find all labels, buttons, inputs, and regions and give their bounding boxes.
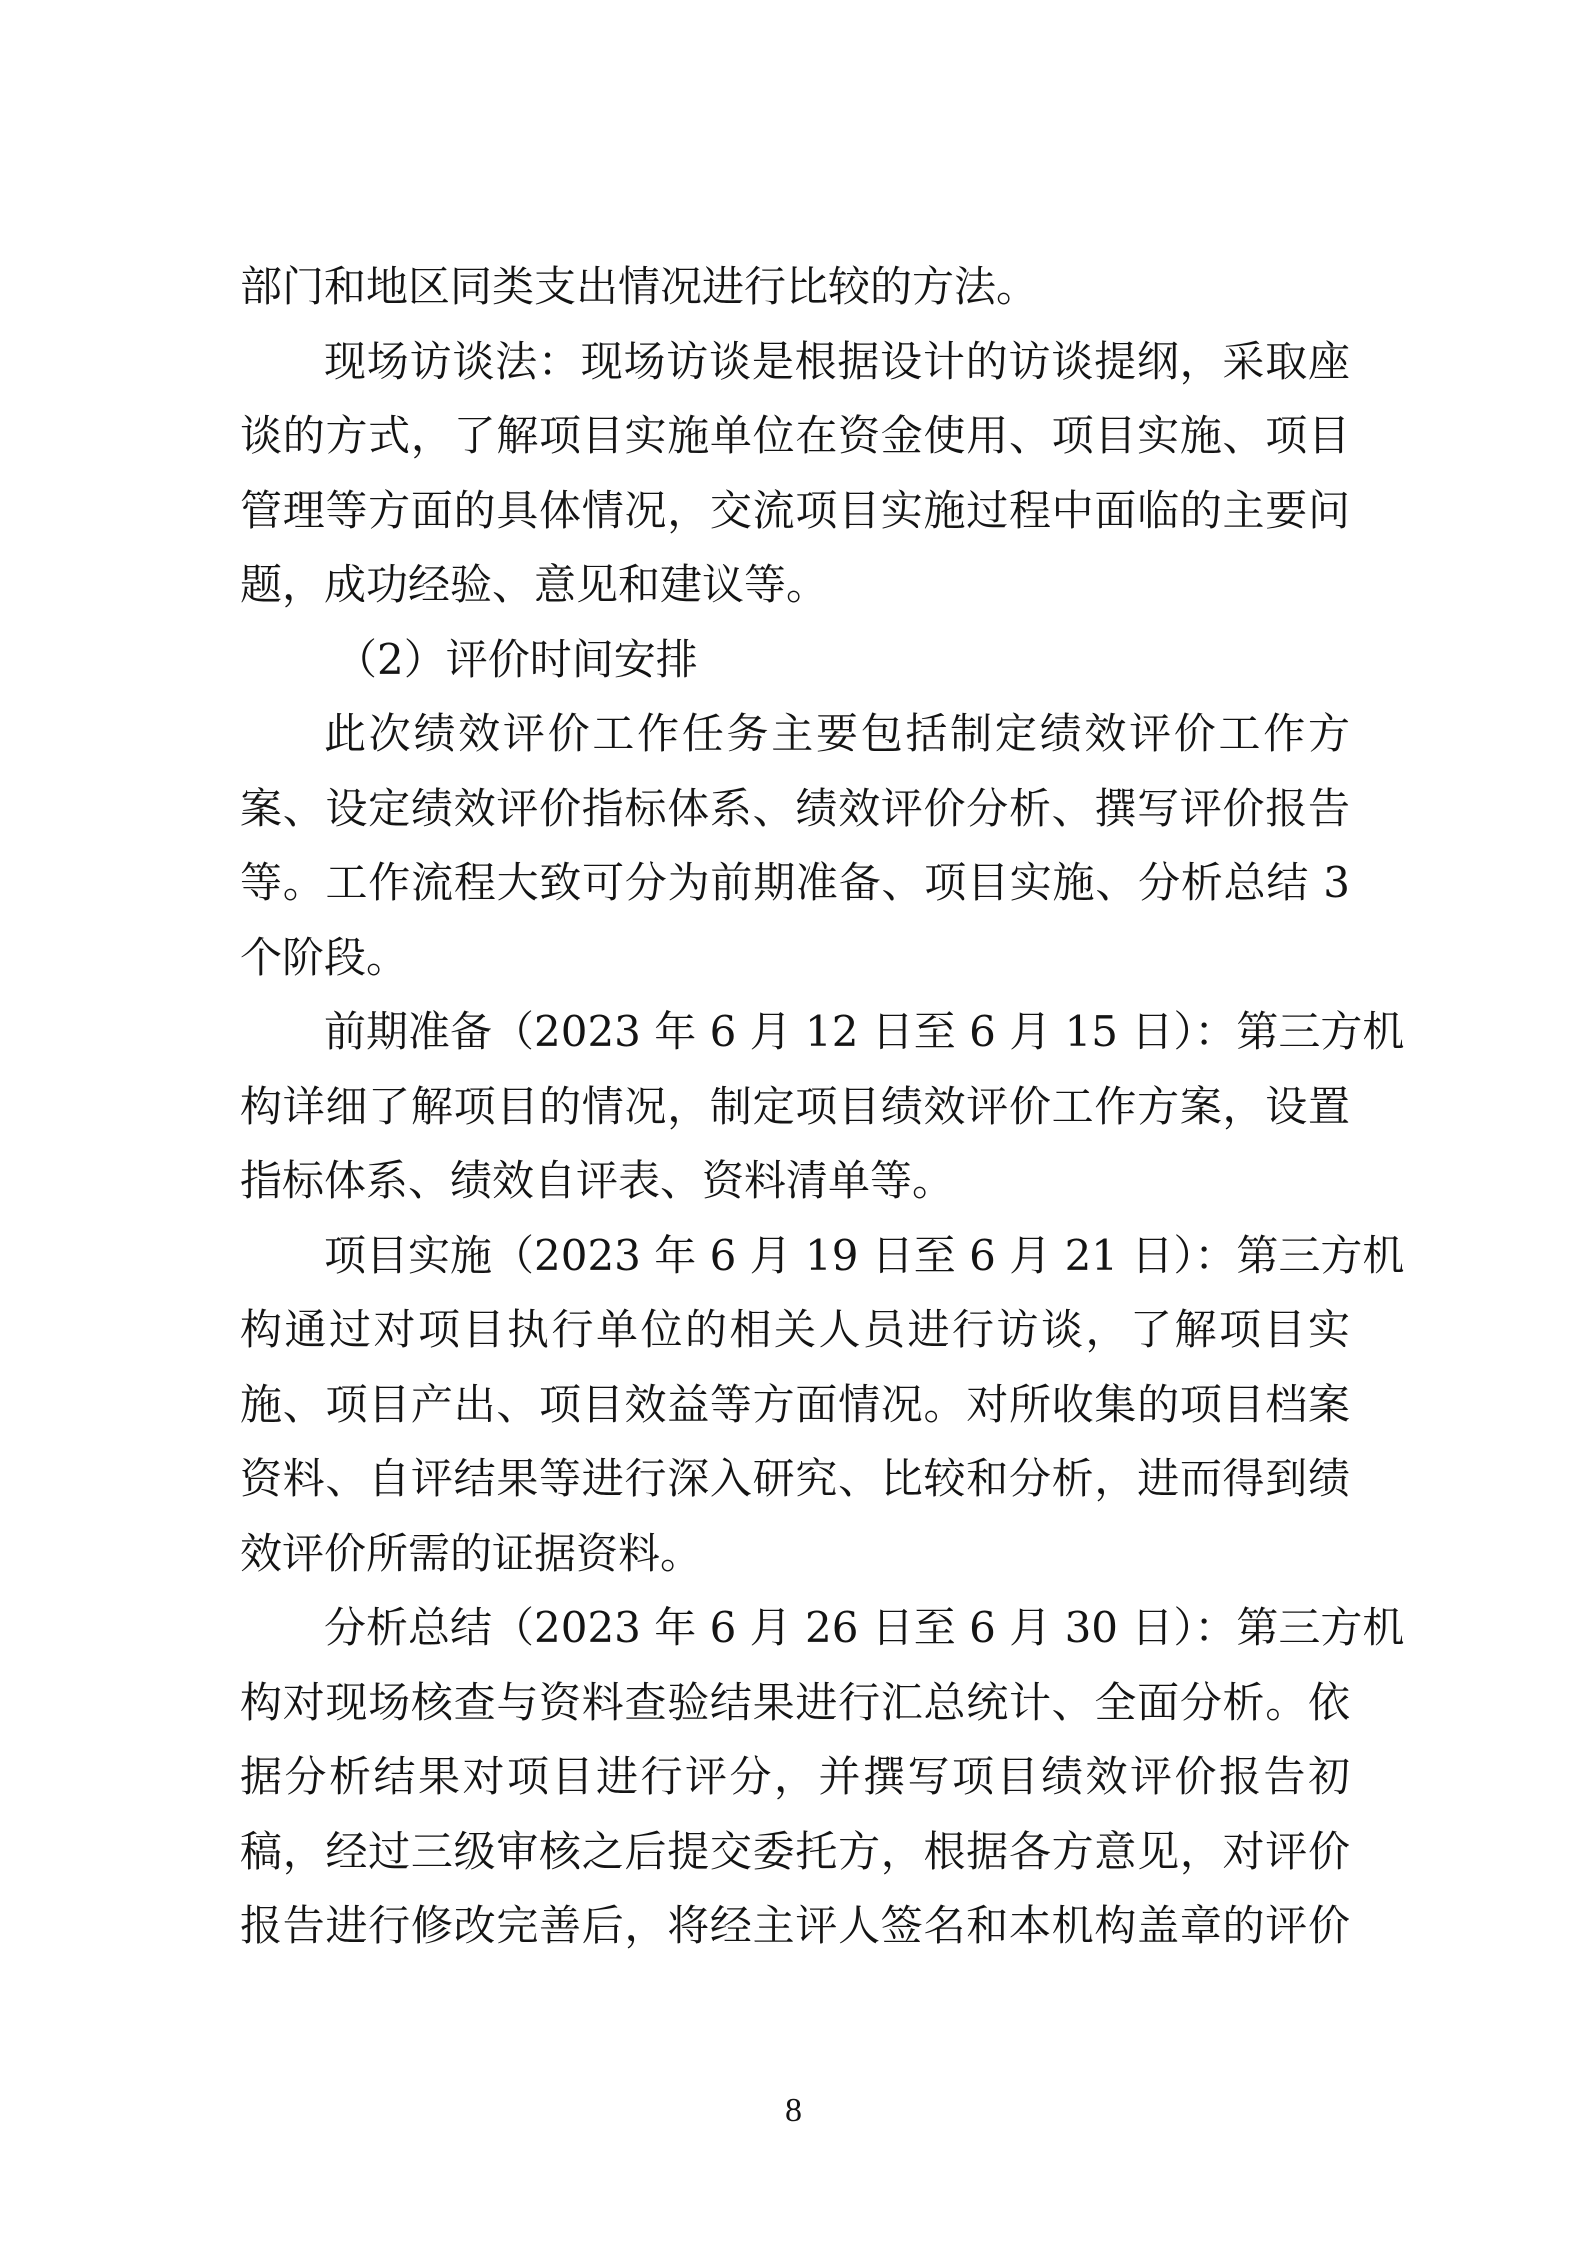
text-line: 构对现场核查与资料查验结果进行汇总统计、全面分析。依 [240, 1677, 1350, 1727]
text-line: 资料、自评结果等进行深入研究、比较和分析，进而得到绩 [240, 1454, 1350, 1503]
text-line: 稿，经过三级审核之后提交委托方，根据各方意见，对评价 [240, 1826, 1350, 1876]
text-line: 前期准备（2023 年 6 月 12 日至 6 月 15 日）：第三方机 [324, 1007, 1405, 1056]
text-line: 个阶段。 [240, 932, 409, 982]
text-line: 等。工作流程大致可分为前期准备、项目实施、分析总结 3 [240, 858, 1350, 907]
text-line: 题，成功经验、意见和建议等。 [240, 560, 829, 609]
text-line: 施、项目产出、项目效益等方面情况。对所收集的项目档案 [240, 1379, 1350, 1429]
text-line: 报告进行修改完善后，将经主评人签名和本机构盖章的评价 [240, 1901, 1350, 1950]
document-body [240, 250, 1405, 1964]
section-heading: （2）评价时间安排 [335, 634, 698, 684]
text-line: 指标体系、绩效自评表、资料清单等。 [240, 1156, 955, 1205]
text-line: 构详细了解项目的情况，制定项目绩效评价工作方案，设置 [240, 1081, 1350, 1131]
text-line: 此次绩效评价工作任务主要包括制定绩效评价工作方 [324, 709, 1350, 758]
text-line: 分析总结（2023 年 6 月 26 日至 6 月 30 日）：第三方机 [324, 1603, 1405, 1652]
text-line: 效评价所需的证据资料。 [240, 1528, 703, 1578]
text-line: 案、设定绩效评价指标体系、绩效评价分析、撰写评价报告 [240, 783, 1350, 833]
text-line: 项目实施（2023 年 6 月 19 日至 6 月 21 日）：第三方机 [324, 1230, 1405, 1280]
page-number: 8 [785, 2092, 802, 2129]
text-line: 管理等方面的具体情况，交流项目实施过程中面临的主要问 [240, 485, 1350, 535]
text-line: 现场访谈法：现场访谈是根据设计的访谈提纲，采取座 [324, 336, 1350, 386]
text-line: 据分析结果对项目进行评分，并撰写项目绩效评价报告初 [240, 1752, 1350, 1801]
text-line: 谈的方式，了解项目实施单位在资金使用、项目实施、项目 [240, 411, 1350, 460]
text-line: 构通过对项目执行单位的相关人员进行访谈，了解项目实 [240, 1305, 1350, 1354]
text-line: 部门和地区同类支出情况进行比较的方法。 [240, 262, 1039, 311]
